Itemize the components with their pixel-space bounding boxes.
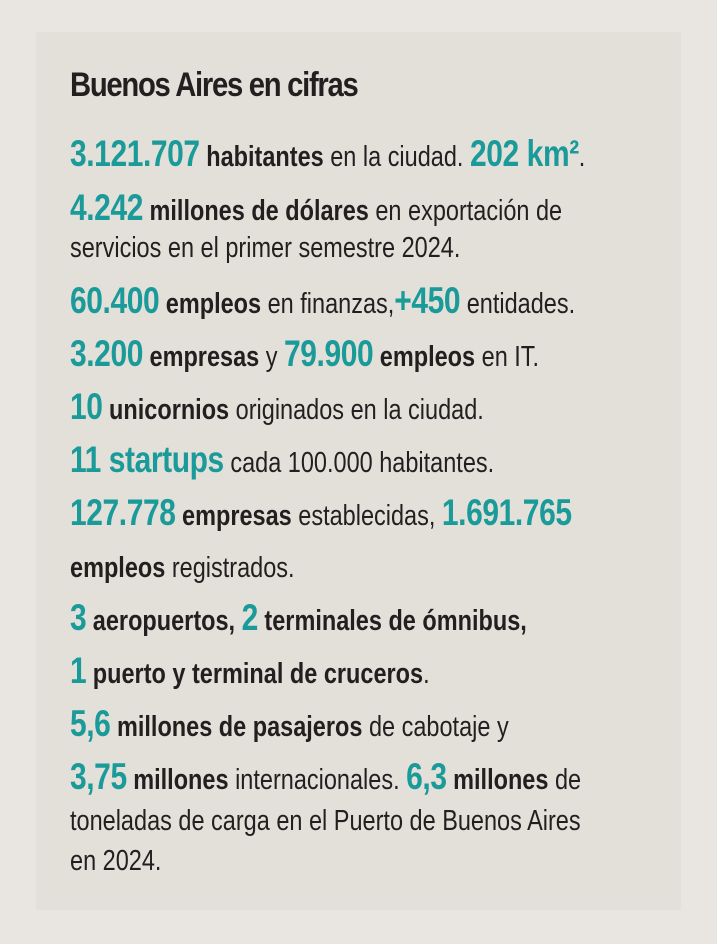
stat-text: . (423, 658, 430, 690)
stat-label: habitantes (206, 141, 324, 173)
stat-label: puerto y terminal de cruceros (92, 658, 424, 690)
stat-label: empresas (182, 500, 292, 532)
stat-line-unicorns (70, 386, 484, 428)
stat-number: 1 (70, 650, 87, 691)
stat-text: de cabotaje y (368, 711, 509, 743)
stat-label: millones (453, 764, 549, 796)
stat-line-exports-cont (70, 230, 460, 266)
stat-text: y (265, 341, 278, 373)
stat-line-companies (70, 492, 572, 534)
stat-number: 127.778 (70, 492, 176, 533)
stat-line-startups (70, 439, 495, 481)
stat-number: 60.400 (70, 280, 160, 321)
stat-line-finance (70, 280, 576, 322)
stat-number: 11 startups (70, 439, 224, 480)
stat-number: +450 (394, 280, 461, 321)
stat-text: registrados. (171, 552, 295, 584)
stat-label: empresas (149, 341, 260, 373)
stat-number: 3,75 (70, 756, 127, 797)
stat-label: empleos (379, 341, 476, 373)
stat-line-cargo-cont (70, 843, 161, 879)
stat-text: en exportación de (375, 195, 563, 227)
stat-text: en la ciudad. (330, 141, 464, 173)
stat-text: en 2024. (70, 845, 162, 877)
stat-label: unicornios (109, 394, 230, 426)
stat-text: originados en la ciudad. (235, 394, 484, 426)
stat-line-companies-cont (70, 550, 295, 586)
stat-text: servicios en el primer semestre 2024. (70, 232, 461, 264)
stat-number: 202 km² (469, 133, 579, 174)
stat-label: empleos (70, 552, 166, 584)
stat-label: aeropuertos, (92, 605, 236, 637)
stat-number: 1.691.765 (441, 492, 572, 533)
card-title: Buenos Aires en cifras (70, 66, 358, 104)
stat-text: . (578, 141, 586, 173)
stat-number: 2 (241, 597, 258, 638)
stat-label: millones de pasajeros (116, 711, 363, 743)
stat-text: cada 100.000 habitantes. (230, 447, 495, 479)
stat-text: en finanzas, (267, 288, 395, 320)
stat-text: internacionales. (235, 764, 400, 796)
stat-line-passengers (70, 703, 509, 745)
stat-label: millones (133, 764, 229, 796)
stat-number: 6,3 (406, 756, 447, 797)
stat-number: 5,6 (70, 703, 111, 744)
stat-number: 79.900 (284, 333, 374, 374)
stat-text: toneladas de carga en el Puerto de Buenos Aires (70, 805, 581, 837)
stat-text: establecidas, (298, 500, 436, 532)
stat-number: 10 (70, 386, 103, 427)
stat-text: entidades. (466, 288, 576, 320)
stat-line-international (70, 756, 582, 798)
stat-line-airports (70, 597, 527, 639)
stat-line-population (70, 133, 586, 175)
stat-number: 3.121.707 (70, 133, 200, 174)
stat-number: 4.242 (70, 187, 143, 228)
stat-label: empleos (165, 288, 262, 320)
stat-text: de (554, 764, 582, 796)
stat-line-port (70, 650, 430, 692)
stat-line-it (70, 333, 540, 375)
stat-line-exports (70, 187, 563, 229)
stat-text: en IT. (481, 341, 540, 373)
stat-label: millones de dólares (149, 195, 369, 227)
stat-number: 3 (70, 597, 87, 638)
stat-label: terminales de ómnibus, (264, 605, 527, 637)
stat-number: 3.200 (70, 333, 143, 374)
stat-line-cargo (70, 803, 581, 839)
